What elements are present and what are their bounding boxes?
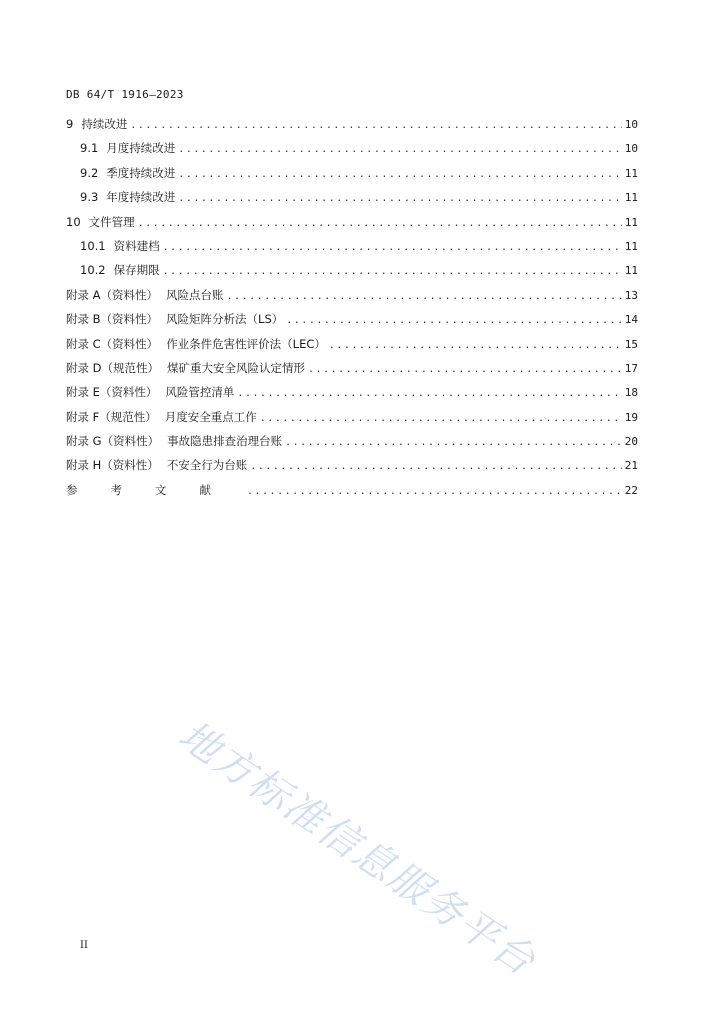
toc-entry[interactable] — [66, 189, 638, 213]
toc-entry-number: 附录 A（资料性） — [66, 287, 159, 302]
table-of-contents — [66, 116, 638, 506]
toc-entry-number: 附录 D（规范性） — [66, 360, 160, 375]
toc-entry-number: 附录 E（资料性） — [66, 385, 158, 400]
dot-leader — [163, 266, 622, 277]
toc-entry-label — [80, 262, 160, 278]
toc-entry-page: 10 — [624, 118, 638, 131]
toc-entry-label — [66, 384, 234, 400]
toc-entry[interactable] — [66, 262, 638, 286]
toc-entry-title: 持续改进 — [81, 117, 128, 131]
dot-leader — [138, 218, 622, 229]
toc-entry-title: 风险矩阵分析法（LS） — [166, 312, 284, 327]
dot-leader — [247, 486, 622, 497]
toc-entry[interactable] — [66, 384, 638, 408]
toc-entry-number: 9 — [66, 117, 74, 131]
toc-entry-label — [80, 140, 175, 156]
toc-entry[interactable] — [66, 336, 638, 360]
toc-entry[interactable] — [66, 482, 638, 506]
toc-entry-title: 月度安全重点工作 — [164, 409, 257, 424]
toc-entry-title: 年度持续改进 — [106, 190, 176, 205]
standard-code: DB 64/T 1916—2023 — [66, 88, 184, 101]
dot-leader — [329, 340, 622, 351]
toc-entry-page: 20 — [624, 435, 638, 449]
toc-entry-number: 9.3 — [80, 190, 99, 205]
dot-leader — [260, 413, 622, 424]
toc-entry-label — [66, 336, 326, 352]
toc-entry-label — [80, 165, 175, 181]
dot-leader — [250, 461, 621, 472]
toc-entry-number: 10 — [66, 214, 81, 229]
toc-entry-label — [80, 189, 175, 205]
toc-entry-page: 18 — [624, 386, 638, 400]
toc-entry-number: 附录 B（资料性） — [66, 312, 159, 327]
dot-leader — [178, 169, 621, 180]
toc-entry-page: 22 — [624, 483, 638, 497]
toc-entry-title: 季度持续改进 — [106, 165, 176, 180]
toc-entry-title: 不安全行为台账 — [166, 458, 248, 473]
toc-entry-page: 11 — [624, 191, 638, 205]
toc-entry-page: 11 — [624, 239, 638, 253]
toc-entry-title: 参考文献 — [66, 482, 244, 497]
toc-entry-label — [66, 287, 224, 303]
dot-leader — [286, 315, 621, 326]
toc-entry-label — [66, 214, 135, 230]
toc-entry[interactable] — [66, 165, 638, 189]
toc-entry-title: 保存期限 — [113, 263, 160, 278]
dot-leader — [285, 437, 622, 448]
toc-entry-label — [66, 116, 127, 132]
toc-entry-page: 21 — [624, 459, 638, 473]
toc-entry-number: 9.2 — [80, 165, 99, 180]
toc-entry-title: 风险点台账 — [166, 287, 224, 302]
toc-entry-title: 月度持续改进 — [106, 141, 176, 156]
dot-leader — [237, 388, 621, 399]
dot-leader — [130, 120, 621, 131]
toc-entry[interactable] — [66, 116, 638, 140]
dot-leader — [308, 364, 622, 375]
toc-entry-number: 附录 H（资料性） — [66, 458, 159, 473]
toc-entry-number: 附录 F（规范性） — [66, 409, 157, 424]
toc-entry[interactable] — [66, 140, 638, 164]
toc-entry[interactable] — [66, 457, 638, 481]
toc-entry-title: 文件管理 — [88, 214, 135, 229]
toc-entry[interactable] — [66, 214, 638, 238]
toc-entry-page: 15 — [624, 337, 638, 351]
toc-entry-number: 10.2 — [80, 263, 106, 278]
toc-entry-page: 14 — [624, 313, 638, 327]
toc-entry-number: 9.1 — [80, 141, 99, 156]
toc-entry[interactable] — [66, 238, 638, 262]
toc-entry-page: 10 — [624, 142, 638, 156]
toc-entry-label — [66, 409, 257, 425]
toc-entry-label — [66, 433, 282, 449]
toc-entry-page: 11 — [624, 215, 638, 229]
toc-entry-page: 19 — [624, 410, 638, 424]
toc-entry[interactable] — [66, 433, 638, 457]
toc-entry-title: 事故隐患排查治理台账 — [167, 434, 283, 449]
toc-entry-number: 10.1 — [80, 238, 106, 253]
toc-entry-label — [80, 238, 160, 254]
dot-leader — [178, 193, 621, 204]
toc-entry[interactable] — [66, 287, 638, 311]
toc-entry-title: 资料建档 — [113, 238, 160, 253]
toc-entry-label — [66, 482, 244, 498]
dot-leader — [163, 242, 622, 253]
toc-entry-title: 作业条件危害性评价法（LEC） — [166, 336, 326, 351]
toc-entry[interactable] — [66, 360, 638, 384]
toc-entry[interactable] — [66, 409, 638, 433]
watermark: 地方标准信息服务平台 — [170, 712, 545, 986]
toc-entry-page: 17 — [624, 361, 638, 375]
toc-entry-number: 附录 C（资料性） — [66, 336, 159, 351]
toc-entry-page: 11 — [624, 166, 638, 180]
toc-entry-page: 11 — [624, 264, 638, 278]
toc-entry-label — [66, 457, 247, 473]
toc-entry-title: 煤矿重大安全风险认定情形 — [167, 360, 306, 375]
dot-leader — [178, 144, 621, 155]
page-number: II — [80, 940, 88, 951]
toc-entry-page: 13 — [624, 288, 638, 302]
toc-entry-title: 风险管控清单 — [165, 385, 235, 400]
toc-entry-label — [66, 360, 305, 376]
dot-leader — [227, 291, 622, 302]
toc-entry-label — [66, 311, 283, 327]
toc-entry-number: 附录 G（资料性） — [66, 434, 160, 449]
toc-entry[interactable] — [66, 311, 638, 335]
